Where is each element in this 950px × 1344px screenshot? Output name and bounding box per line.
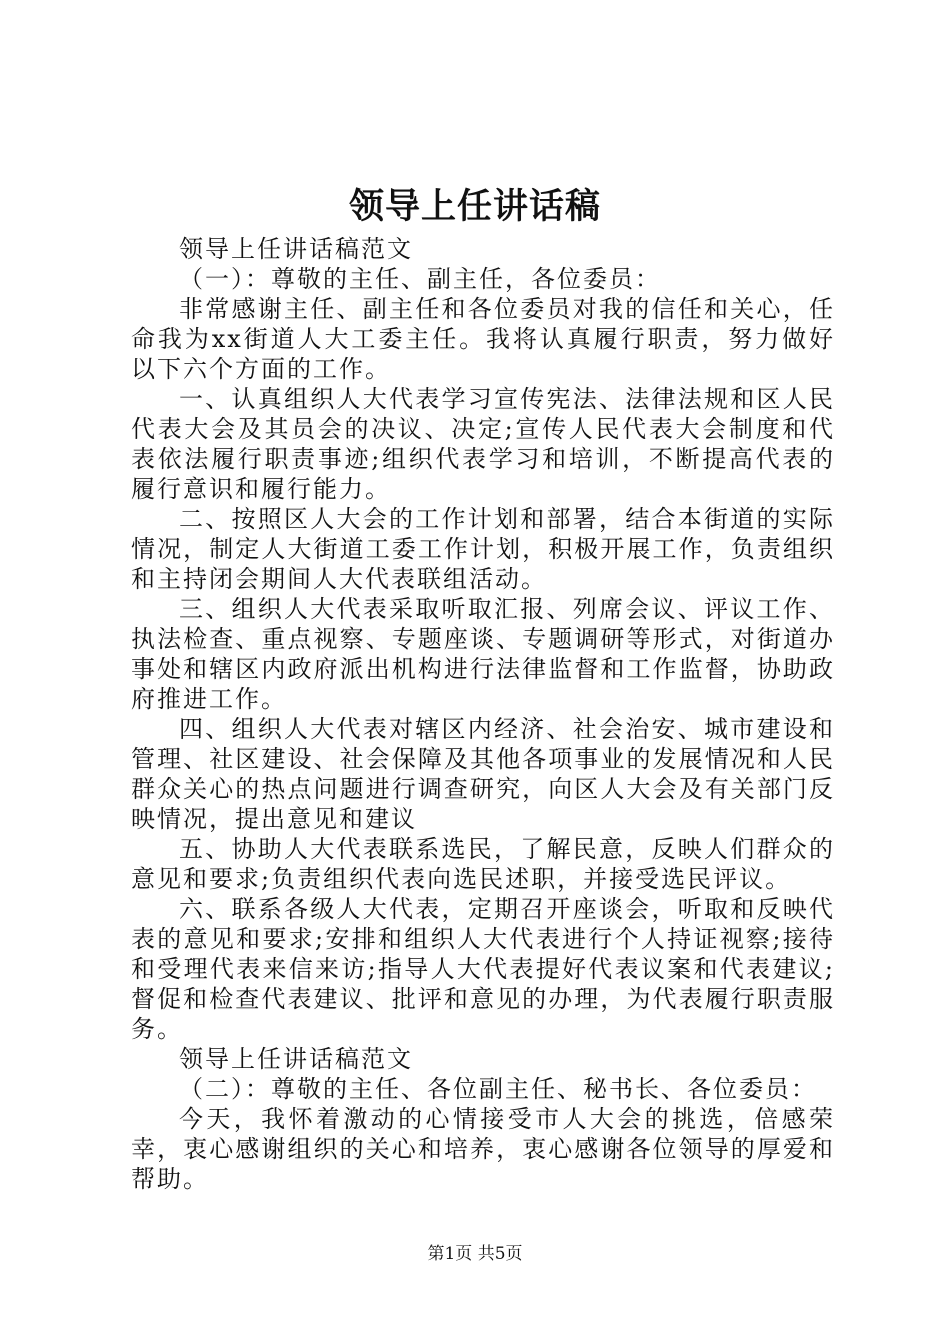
document-title: 领导上任讲话稿 (348, 186, 601, 227)
paragraph-salutation-1: （一）：尊敬的主任、副主任，各位委员： (179, 265, 661, 293)
paragraph-item-6: 六、联系各级人大代表，定期召开座谈会，听取和反映代表的意见和要求;安排和组织人大代表进行个人持证视察;接待和受理代表来信来访;指导人大代表提好代表议案和代表建议;督促和检查代表建议、批评和意见的办理，为代表履行职责服务。 (131, 895, 835, 1043)
paragraph-item-4: 四、组织人大代表对辖区内经济、社会治安、城市建设和管理、社区建设、社会保障及其他各项事业的发展情况和人民群众关心的热点问题进行调查研究，向区人大会及有关部门反映情况，提出意见和建议 (131, 715, 835, 833)
paragraph-salutation-2: （二）：尊敬的主任、各位副主任、秘书长、各位委员： (179, 1075, 817, 1103)
page-footer: 第1页 共5页 (427, 1244, 523, 1264)
paragraph-item-3: 三、组织人大代表采取听取汇报、列席会议、评议工作、执法检查、重点视察、专题座谈、专题调研等形式，对街道办事处和辖区内政府派出机构进行法律监督和工作监督，协助政府推进工作。 (131, 595, 835, 713)
paragraph-item-2: 二、按照区人大会的工作计划和部署，结合本街道的实际情况，制定人大街道工委工作计划，积极开展工作，负责组织和主持闭会期间人大代表联组活动。 (131, 505, 835, 593)
paragraph-subtitle-2: 领导上任讲话稿范文 (179, 1045, 413, 1073)
paragraph-item-1: 一、认真组织人大代表学习宣传宪法、法律法规和区人民代表大会及其员会的决议、决定;宣传人民代表大会制度和代表依法履行职责事迹;组织代表学习和培训，不断提高代表的履行意识和履行能力。 (131, 385, 835, 503)
paragraph-item-5: 五、协助人大代表联系选民，了解民意，反映人们群众的意见和要求;负责组织代表向选民述职，并接受选民评议。 (131, 835, 835, 893)
document-body (131, 234, 835, 1194)
paragraph-intro: 非常感谢主任、副主任和各位委员对我的信任和关心，任命我为xx街道人大工委主任。我将认真履行职责，努力做好以下六个方面的工作。 (131, 295, 835, 383)
paragraph-subtitle-1: 领导上任讲话稿范文 (179, 235, 413, 263)
paragraph-opening-2: 今天，我怀着激动的心情接受市人大会的挑选，倍感荣幸，衷心感谢组织的关心和培养，衷心感谢各位领导的厚爱和帮助。 (131, 1105, 835, 1193)
